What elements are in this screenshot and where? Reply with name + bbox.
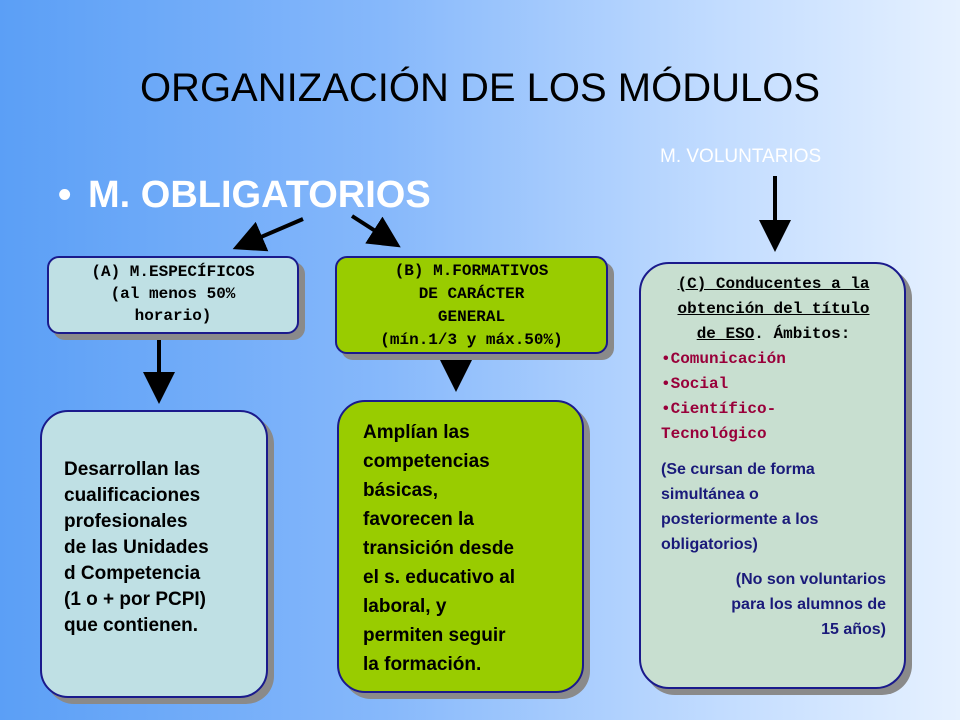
box-c-items — [661, 347, 886, 447]
box-c-note2 — [661, 567, 886, 642]
box-c-note-line: obligatorios) — [661, 536, 758, 553]
box-b-line: (mín.1/3 y máx.50%) — [380, 331, 563, 349]
box-d-line: d Competencia — [64, 563, 201, 584]
bullet-text: M. OBLIGATORIOS — [88, 174, 431, 216]
box-e-line: la formación. — [363, 654, 482, 675]
box-b-line: GENERAL — [437, 308, 506, 326]
box-c-note-line: posteriormente a los — [661, 511, 819, 528]
box-e-amplian — [337, 400, 584, 693]
arrow-to-box-b — [352, 216, 394, 243]
box-c-note2-line: (No son voluntarios — [735, 571, 886, 588]
box-c-note — [661, 457, 886, 557]
box-a-line: (A) M.ESPECÍFICOS — [91, 263, 255, 281]
box-c-item: •Comunicación — [661, 350, 786, 368]
box-c-conducentes — [639, 262, 906, 689]
box-d-line: (1 o + por PCPI) — [64, 589, 206, 610]
arrow-to-box-a — [240, 219, 303, 246]
voluntarios-label: M. VOLUNTARIOS — [660, 146, 822, 167]
box-c-note2-line: para los alumnos de — [731, 596, 886, 613]
box-d-line: cualificaciones — [64, 485, 201, 506]
box-c-item: Tecnológico — [661, 425, 767, 443]
box-d-line: de las Unidades — [64, 537, 209, 558]
box-c-note2-line: 15 años) — [821, 621, 886, 638]
box-e-line: básicas, — [363, 480, 438, 501]
box-c-item: •Científico- — [661, 400, 777, 418]
box-c-heading — [661, 272, 886, 347]
box-b-line: (B) M.FORMATIVOS — [394, 262, 549, 280]
box-e-line: transición desde — [363, 538, 514, 559]
box-c-heading-line: obtención del título — [677, 300, 870, 318]
box-e-line: laboral, y — [363, 596, 447, 617]
box-e-line: Amplían las — [363, 422, 470, 443]
bullet-dot: • — [58, 174, 72, 216]
box-c-item: •Social — [661, 375, 729, 393]
box-b-line: DE CARÁCTER — [418, 285, 525, 303]
box-c-heading-suffix: . Ámbitos: — [754, 325, 851, 343]
box-e-line: el s. educativo al — [363, 567, 516, 588]
box-a-especificos — [47, 256, 299, 334]
box-c-note-line: simultánea o — [661, 486, 759, 503]
box-e-line: competencias — [363, 451, 490, 472]
box-d-line: profesionales — [64, 511, 188, 532]
box-a-line: horario) — [134, 307, 212, 325]
box-d-line: que contienen. — [64, 615, 199, 636]
box-e-line: permiten seguir — [363, 625, 506, 646]
box-a-line: (al menos 50% — [110, 285, 236, 303]
box-c-note-line: (Se cursan de forma — [661, 461, 815, 478]
box-e-line: favorecen la — [363, 509, 474, 530]
box-c-heading-line: de ESO — [696, 325, 755, 343]
box-d-desarrollan — [40, 410, 268, 698]
box-c-heading-line: (C) Conducentes a la — [677, 275, 870, 293]
box-b-formativos — [335, 256, 608, 354]
box-d-line: Desarrollan las — [64, 459, 201, 480]
slide-title: ORGANIZACIÓN DE LOS MÓDULOS — [139, 66, 821, 110]
